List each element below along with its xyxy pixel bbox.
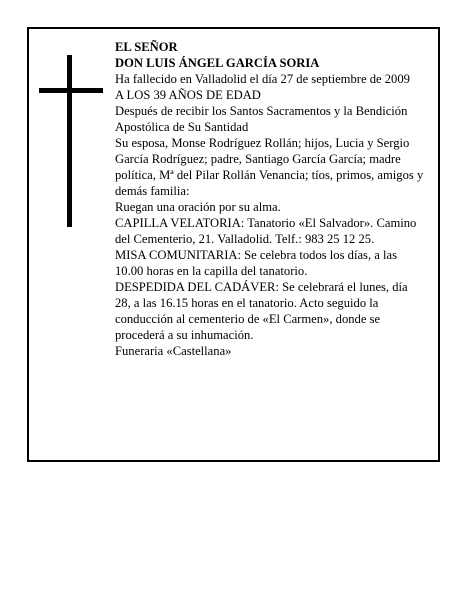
obituary-text: [115, 39, 425, 359]
prayer-request: Ruegan una oración por su alma.: [115, 200, 281, 214]
family-statement: Su esposa, Monse Rodríguez Rollán; hijos, Lucia y Sergio García Rodríguez; padre, Santiago García García; madre política, Mª del Pilar Rollán Venancia; tíos, primos, amigos y demás familia:: [115, 136, 424, 198]
cross-vertical-bar: [67, 55, 72, 227]
sacraments-statement: Después de recibir los Santos Sacramentos y la Bendición Apostólica de Su Santidad: [115, 104, 408, 134]
funeral-home: Funeraria «Castellana»: [115, 344, 232, 358]
obituary-title: EL SEÑOR: [115, 40, 178, 54]
farewell-info: DESPEDIDA DEL CADÁVER: Se celebrará el lunes, día 28, a las 16.15 horas en el tanatorio. Acto seguido la conducción al cementerio de «El Carmen», donde se procederá a su inhumación.: [115, 280, 408, 342]
death-statement: Ha fallecido en Valladolid el día 27 de septiembre de 2009: [115, 72, 410, 86]
cross-horizontal-bar: [39, 88, 103, 93]
age-statement: A LOS 39 AÑOS DE EDAD: [115, 88, 261, 102]
wake-chapel-info: CAPILLA VELATORIA: Tanatorio «El Salvador». Camino del Cementerio, 21. Valladolid. Telf.: 983 25 12 25.: [115, 216, 417, 246]
community-mass-info: MISA COMUNITARIA: Se celebra todos los días, a las 10.00 horas en la capilla del tanatorio.: [115, 248, 397, 278]
obituary-notice: [27, 27, 440, 462]
cross-icon: [39, 55, 103, 227]
deceased-name: DON LUIS ÁNGEL GARCÍA SORIA: [115, 56, 320, 70]
